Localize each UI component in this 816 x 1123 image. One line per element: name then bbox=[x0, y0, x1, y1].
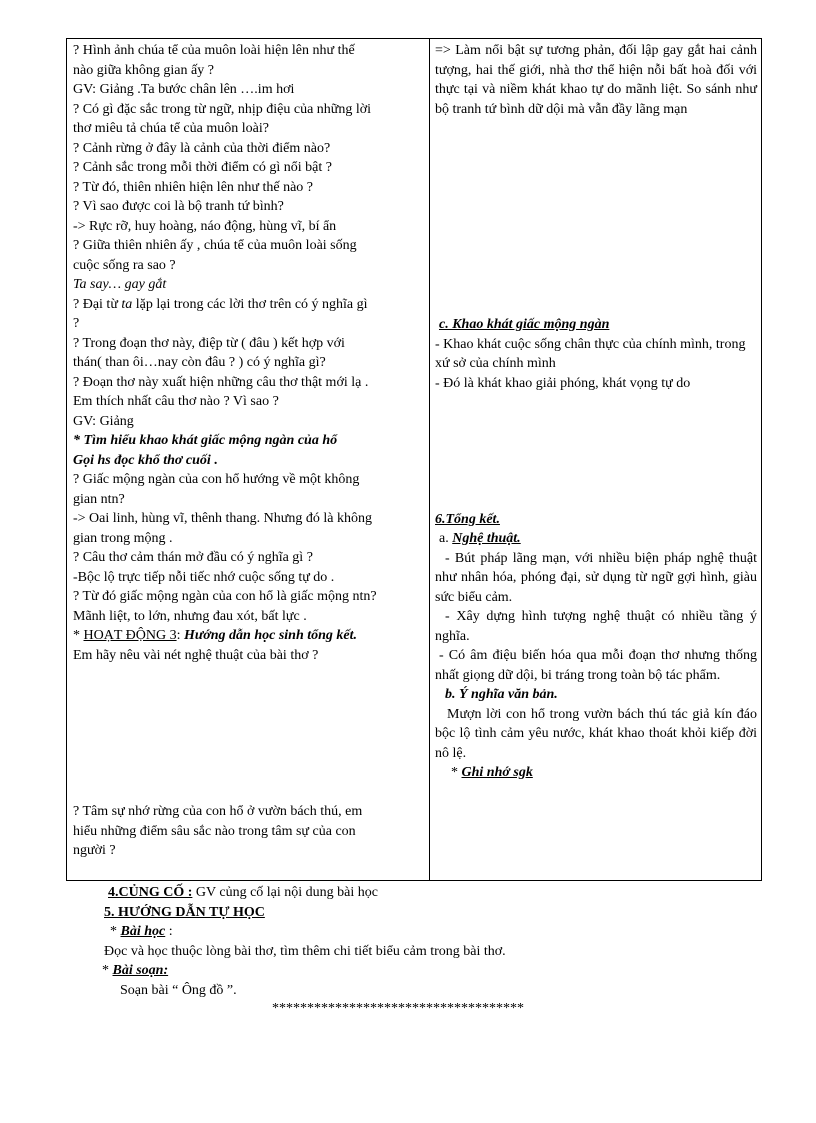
poem-quote: Ta say… gay gắt bbox=[73, 277, 167, 292]
question-line: ? Trong đoạn thơ này, điệp từ ( đâu ) kết hợp với bbox=[73, 335, 345, 351]
spacer bbox=[73, 665, 425, 802]
conclusion-paragraph: => Làm nổi bật sự tương phản, đối lập gay gắt hai cảnh tượng, hai thế giới, nhà thơ thể hiện nỗi bất hoà đối với thực tại và niềm khát khao tự do mãnh liệt. So sánh như bộ tranh tứ bình dữ dội mà vẫn đầy lãng mạn bbox=[435, 43, 757, 117]
question-line: ? Hình ảnh chúa tể của muôn loài hiện lên như thế bbox=[73, 43, 355, 58]
lesson-table bbox=[66, 38, 762, 881]
teacher-note: GV: Giảng bbox=[73, 413, 134, 429]
question-line: ? Đại từ ta lặp lại trong các lời thơ trên có ý nghĩa gì bbox=[73, 296, 368, 312]
answer-line: Mãnh liệt, to lớn, nhưng đau xót, bất lực . bbox=[73, 608, 307, 624]
content-item: - Bút pháp lãng mạn, với nhiều biện pháp nghệ thuật như nhân hóa, phóng đại, sử dụng từ ngữ gợi hình, giàu sức biểu cảm. bbox=[435, 550, 757, 605]
lesson-label: * Bài học : bbox=[110, 924, 173, 939]
question-line: ? Giấc mộng ngàn của con hổ hướng về một không bbox=[73, 472, 360, 487]
question-line: ? Từ đó, thiên nhiên hiện lên như thế nào ? bbox=[73, 179, 314, 195]
content-item: - Đó là khát khao giải phóng, khát vọng tự do bbox=[435, 375, 691, 391]
question-line: ? Đoạn thơ này xuất hiện những câu thơ thật mới lạ . bbox=[73, 374, 369, 390]
end-divider: ************************************ bbox=[272, 1001, 524, 1016]
question-line: cuộc sống ra sao ? bbox=[73, 257, 176, 273]
section-heading: 6.Tổng kết. bbox=[435, 511, 500, 527]
question-line: ? Cảnh rừng ở đây là cảnh của thời điểm nào? bbox=[73, 140, 331, 156]
question-line: ? Giữa thiên nhiên ấy , chúa tể của muôn loài sống bbox=[73, 238, 357, 253]
question-line: nào giữa không gian ấy ? bbox=[73, 62, 214, 78]
question-line: ? bbox=[73, 316, 80, 331]
content-item: - Khao khát cuộc sống chân thực của chính mình, trong xứ sở của chính mình bbox=[435, 336, 746, 371]
answer-line: -Bộc lộ trực tiếp nỗi tiếc nhớ cuộc sống tự do . bbox=[73, 569, 335, 585]
question-line: thơ miêu tả chúa tể của muôn loài? bbox=[73, 121, 269, 136]
subsection-heading: c. Khao khát giấc mộng ngàn bbox=[439, 317, 610, 332]
question-line: thán( than ôi…nay còn đâu ? ) có ý nghĩa gì? bbox=[73, 355, 326, 370]
question-line: Em thích nhất câu thơ nào ? Vì sao ? bbox=[73, 394, 279, 409]
question-line: ? Có gì đặc sắc trong từ ngữ, nhịp điệu của những lời bbox=[73, 101, 372, 117]
activity-heading: * HOẠT ĐỘNG 3: Hướng dẫn học sinh tổng kết. bbox=[73, 628, 358, 643]
content-item: - Xây dựng hình tượng nghệ thuật có nhiều tầng ý nghĩa. bbox=[435, 609, 757, 644]
content-column bbox=[435, 41, 757, 783]
lesson-instruction: Đọc và học thuộc lòng bài thơ, tìm thêm chi tiết biểu cảm trong bài thơ. bbox=[104, 944, 506, 959]
teacher-note: GV: Giảng .Ta bước chân lên ….im hơi bbox=[73, 82, 295, 97]
question-line: ? Tâm sự nhớ rừng của con hổ ở vườn bách thú, em bbox=[73, 804, 363, 819]
question-line: ? Vì sao được coi là bộ tranh tứ bình? bbox=[73, 199, 284, 214]
question-line: ? Từ đó giấc mộng ngàn của con hổ là giấc mộng ntn? bbox=[73, 589, 377, 604]
content-item: - Có âm điệu biến hóa qua mỗi đoạn thơ nhưng thống nhất giọng dữ dội, bi tráng trong toàn bộ tác phẩm. bbox=[435, 648, 757, 683]
question-line: gian ntn? bbox=[73, 491, 125, 507]
subsection-heading: a. Nghệ thuật. bbox=[439, 531, 521, 546]
teacher-activity-column bbox=[73, 41, 425, 861]
memo-note: * Ghi nhớ sgk bbox=[451, 765, 533, 780]
answer-line: gian trong mộng . bbox=[73, 530, 173, 546]
section-heading: * Tìm hiểu khao khát giấc mộng ngàn của hổ bbox=[73, 433, 338, 448]
question-line: hiểu những điểm sâu sắc nào trong tâm sự của con bbox=[73, 823, 356, 839]
question-line: Em hãy nêu vài nét nghệ thuật của bài thơ ? bbox=[73, 647, 319, 663]
content-item: Mượn lời con hổ trong vườn bách thú tác giả kín đáo bộc lộ tình cảm yêu nước, khát khao thoát khỏi kiếp đời nô lệ. bbox=[435, 706, 757, 761]
answer-line: -> Rực rỡ, huy hoàng, náo động, hùng vĩ, bí ẩn bbox=[73, 218, 337, 234]
question-line: ? Câu thơ cảm thán mở đầu có ý nghĩa gì ? bbox=[73, 550, 313, 565]
prep-label: * Bài soạn: bbox=[102, 963, 169, 978]
question-line: ? Cảnh sắc trong mỗi thời điểm có gì nổi bật ? bbox=[73, 160, 332, 175]
self-study-heading: 5. HƯỚNG DẪN TỰ HỌC bbox=[104, 905, 265, 920]
subsection-heading: b. Ý nghĩa văn bản. bbox=[445, 687, 558, 702]
prep-instruction: Soạn bài “ Ông đồ ”. bbox=[120, 983, 237, 998]
consolidation-line: 4.CỦNG CỐ : GV củng cố lại nội dung bài học bbox=[108, 885, 378, 900]
column-divider bbox=[429, 39, 430, 880]
question-line: người ? bbox=[73, 843, 116, 858]
section-heading: Gọi hs đọc khổ thơ cuối . bbox=[73, 452, 218, 468]
answer-line: -> Oai linh, hùng vĩ, thênh thang. Nhưng đó là không bbox=[73, 511, 372, 526]
